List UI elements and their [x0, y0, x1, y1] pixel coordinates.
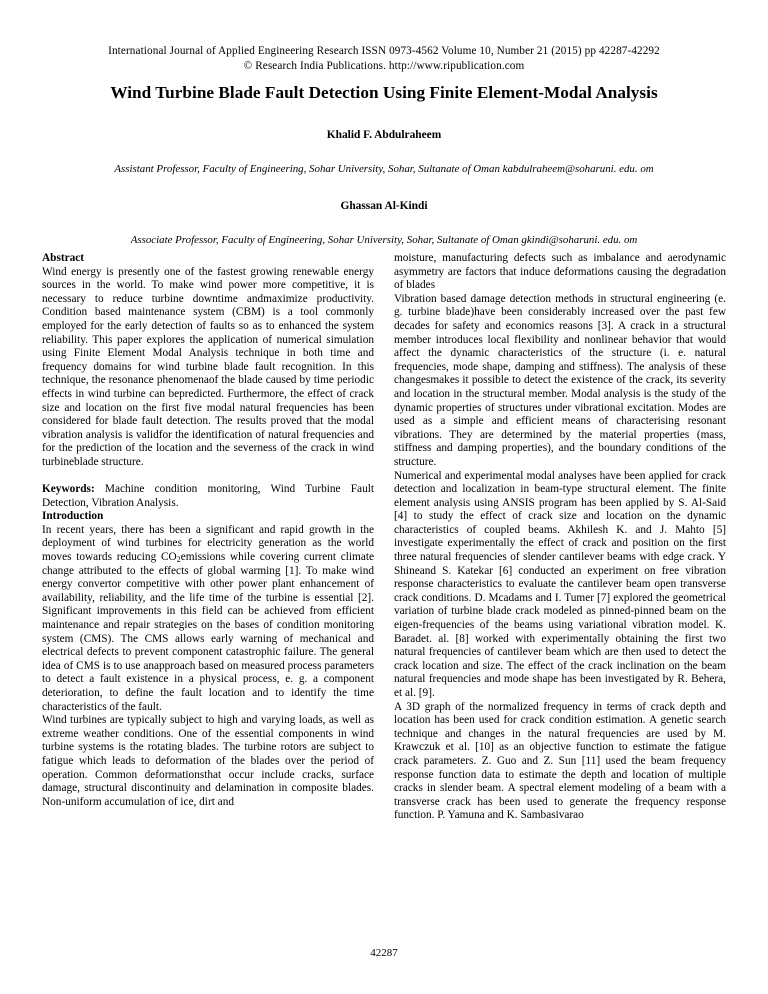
- right-paragraph-2: Vibration based damage detection methods in structural engineering (e. g. turbine blade)have been considerably increased over the past few decades for safety and economics reasons [3]. A crack in a structural member introduces local flexibility and nonlinear behavior that would affect the dynamic characteristics of the structure (i. e. natural frequencies, mode shape, damping and stiffness). The analysis of these changesmakes it possible to detect the existence of the crack, its severity and location in the structural member. Modal analysis is the study of the dynamic properties of structures under vibrational excitation. Modes are used as a simple and efficient means of characterising resonant vibrations. They are determined by the material properties (mass, stiffness and damping properties), and the boundary conditions of the structure.: [394, 292, 726, 468]
- author-affiliation-1: Assistant Professor, Faculty of Engineering, Sohar University, Sohar, Sultanate of Oman kabdulraheem@soharuni. edu. om: [114, 163, 654, 175]
- left-column: [42, 252, 374, 920]
- body-columns: [42, 252, 726, 920]
- keywords-paragraph: [42, 483, 374, 510]
- abstract-paragraph: Wind energy is presently one of the fastest growing renewable energy sources in the world. To make wind power more competitive, it is necessary to reduce turbine downtime andmaximize productivity. Condition based maintenance system (CBM) is a tool commonly employed for the early detection of faults so as to enhanced the system reliability. This paper explores the application of numerical simulation using Finite Element Modal Analysis technique in both time and frequency domains for wind turbine blade fault recognition. In this technique, the resonance phenomenaof the blade caused by time periodic effects in wind turbine can bepredicted. Furthermore, the effect of crack size and location on the first five modal natural frequencies has been considered for blade fault detection. The results proved that the modal vibration analysis is validfor the identification of natural frequencies and for the prediction of the location and the severness of the crack in wind turbineblade structure.: [42, 265, 374, 468]
- right-paragraph-3: Numerical and experimental modal analyses have been applied for crack detection and localization in beam-type structural element. The finite element analysis using ANSIS program has been applied by S. Al-Said [4] to study the effect of crack size and location on the dynamic characteristics of coupled beams. Akhilesh K. and J. Mahto [5] investigate experimentally the effect of crack and position on the first three natural frequencies of slender cantilever beams with edge crack. Y Shineand S. Katekar [6] conducted an experiment on free vibration response characteristics to evaluate the cantilever beam open transverse crack conditions. D. Mcadams and I. Tumer [7] explored the geometrical variation of turbine blade crack modeled as pinned-pinned beam on the eigen-frequencies of the beams using variational vibration model. K. Baradet. al. [8] worked with experimentally obtaining the first two natural frequencies of cantilever beam which are then used to detect the crack location and size. The effect of the crack inclination on the beam natural frequencies and mode shape has been investigated by R. Behera, et al. [9].: [394, 469, 726, 699]
- masthead-publisher-line: © Research India Publications. http://www.ripublication.com: [243, 60, 525, 72]
- introduction-heading: Introduction: [42, 510, 104, 523]
- author-name-1: Khalid F. Abdulraheem: [326, 129, 442, 141]
- keywords-label: Keywords:: [42, 483, 95, 496]
- abstract-heading: Abstract: [42, 252, 85, 264]
- keywords-value: Machine condition monitoring, Wind Turbine Fault Detection, Vibration Analysis.: [42, 483, 374, 509]
- page-number: 42287: [370, 947, 398, 959]
- right-paragraph-4: A 3D graph of the normalized frequency in terms of crack depth and location has been used for crack condition estimation. A genetic search technique and changes in the natural frequencies are used by M. Krawczuk et al. [10] as an objective function to estimate the fatigue crack parameters. Z. Guo and Z. Sun [11] used the beam frequency response function data to estimate the depth and location of multiple cracks in slender beam. A spectral element modeling of a beam with a transverse crack has been used to generate the frequency response function. P. Yamuna and K. Sambasivarao: [394, 700, 726, 822]
- introduction-paragraph-2: Wind turbines are typically subject to high and varying loads, as well as extreme weather conditions. One of the essential components in wind turbine systems is the rotating blades. The turbine rotors are subject to fatigue which leads to deformation of the blades over the period of operation. Common deformationsthat occur include cracks, surface damage, structural discontinuity and delamination in composite blades. Non-uniform accumulation of ice, dirt and: [42, 714, 374, 808]
- page-title: Wind Turbine Blade Fault Detection Using Finite Element-Modal Analysis: [110, 83, 658, 102]
- author-affiliation-2: Associate Professor, Faculty of Engineering, Sohar University, Sohar, Sultanate of Oman gkindi@soharuni. edu. om: [130, 234, 638, 246]
- introduction-paragraph-1: [42, 524, 374, 714]
- author-block: [42, 128, 726, 248]
- author-name-2: Ghassan Al-Kindi: [340, 200, 428, 212]
- journal-masthead: [42, 44, 726, 74]
- right-column: [394, 252, 726, 920]
- intro-text-part-2: emissions while covering current climate change attributed to the effects of global warming [1]. To make wind energy convertor competitive with other power plant enhancement of availability, reliability, and the life time of the turbine is essential [2]. Significant improvements in this field can be achieved from efficient maintenance and repair strategies on the bases of condition monitoring system (CMS). The CMS allows early warning of mechanical and electrical defects to prevent component catastrophic failure. The general idea of CMS is to use anapproach based on measured process parameters to detect a fault existence in a physical process, e. g. a component deterioration, to define the fault location and to identify the time characteristics of the fault.: [42, 551, 374, 713]
- right-paragraph-1: moisture, manufacturing defects such as imbalance and aerodynamic asymmetry are factors that induce deformations causing the degradation of blades: [394, 252, 726, 292]
- masthead-citation-line: International Journal of Applied Engineering Research ISSN 0973-4562 Volume 10, Number 21 (2015) pp 42287-42292: [108, 45, 660, 57]
- co2-subscript: 2: [176, 555, 181, 565]
- intro-text-part-1: In recent years, there has been a significant and rapid growth in the deployment of wind turbines for electricity generation as the world moves towards reducing CO: [42, 523, 374, 564]
- page-footer: [0, 946, 768, 960]
